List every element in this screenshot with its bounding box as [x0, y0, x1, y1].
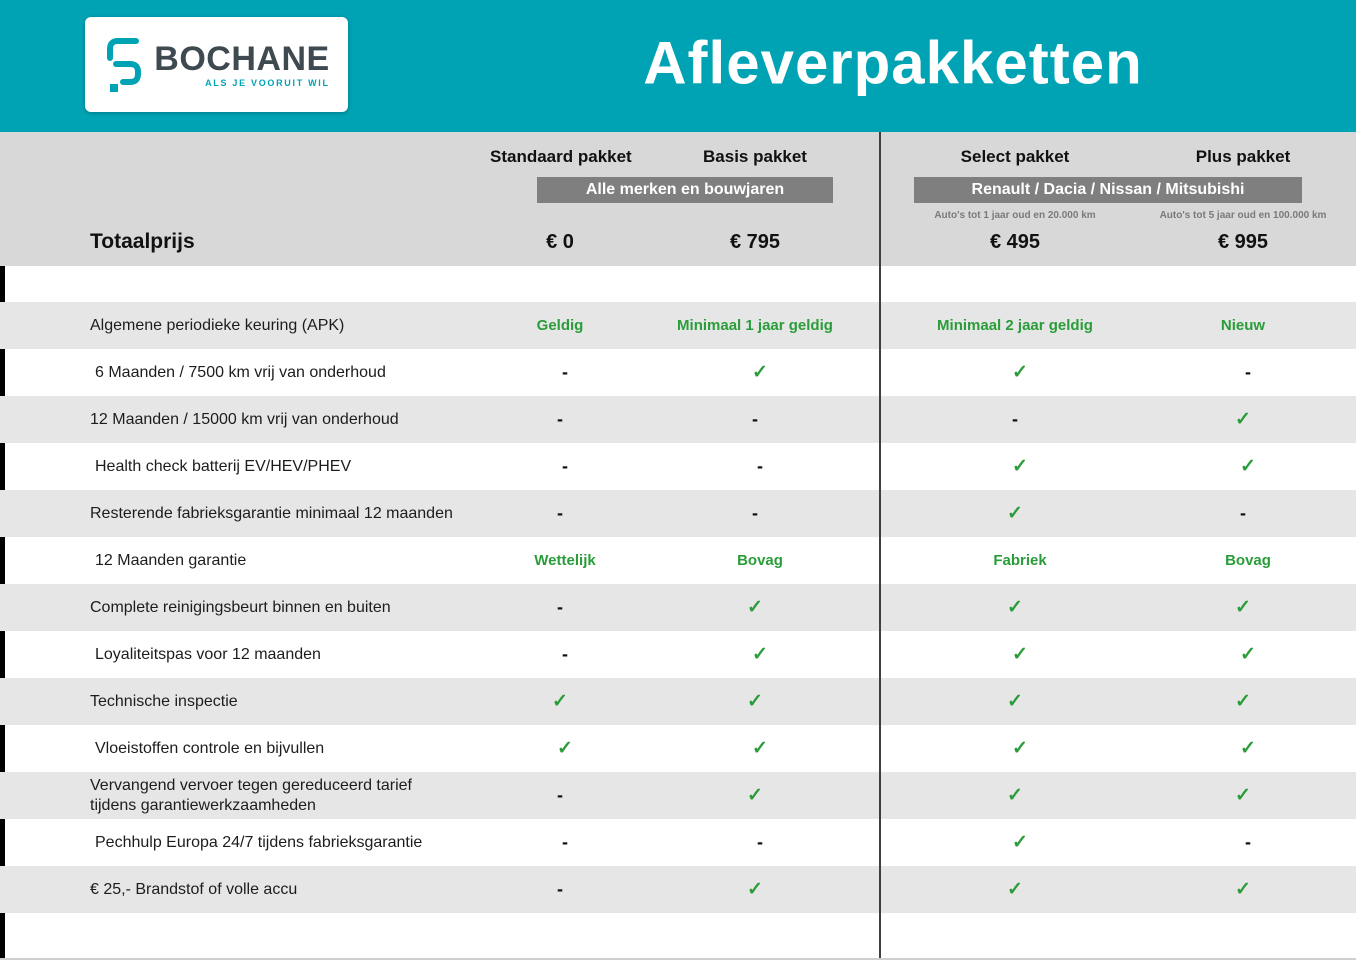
column-header-plus: Plus pakket	[1195, 147, 1291, 166]
check-icon: ✓	[747, 879, 763, 900]
check-icon: ✓	[1007, 691, 1023, 712]
dash-mark: -	[557, 785, 563, 805]
price-plus: € 995	[1217, 230, 1269, 253]
feature-row	[0, 772, 1356, 819]
value-text: Fabriek	[993, 552, 1047, 569]
check-icon: ✓	[1007, 785, 1023, 806]
check-icon: ✓	[1240, 738, 1256, 759]
feature-row	[0, 537, 1356, 584]
dash-mark: -	[562, 644, 568, 664]
value-text: Minimaal 2 jaar geldig	[937, 317, 1093, 334]
check-icon: ✓	[747, 785, 763, 806]
price-select: € 495	[989, 230, 1041, 253]
value-text: Nieuw	[1220, 317, 1266, 334]
note-plus-pakket: Auto's tot 5 jaar oud en 100.000 km	[1159, 210, 1327, 221]
check-icon: ✓	[1235, 691, 1251, 712]
value-text: Bovag	[737, 552, 783, 569]
feature-row	[0, 443, 1356, 490]
page-title: Afleverpakketten	[643, 29, 1143, 97]
check-icon: ✓	[1240, 644, 1256, 665]
feature-label: Health check batterij EV/HEV/PHEV	[95, 457, 352, 475]
check-icon: ✓	[1007, 503, 1023, 524]
price-basis: € 795	[729, 230, 781, 253]
bochane-logo	[85, 17, 348, 112]
spacer-row	[0, 266, 1356, 302]
check-icon: ✓	[1012, 644, 1028, 665]
feature-label: Pechhulp Europa 24/7 tijdens fabrieksgarantie	[95, 833, 423, 851]
dash-mark: -	[557, 879, 563, 899]
column-group-divider	[879, 132, 881, 958]
label-column-spacer	[0, 147, 490, 167]
dash-mark: -	[557, 503, 563, 523]
note-select-pakket: Auto's tot 1 jaar oud en 20.000 km	[934, 210, 1096, 221]
check-icon: ✓	[1240, 456, 1256, 477]
feature-row	[0, 349, 1356, 396]
check-icon: ✓	[1007, 597, 1023, 618]
feature-label: 12 Maanden garantie	[95, 551, 247, 569]
group-badges-row	[0, 177, 1356, 203]
check-icon: ✓	[752, 362, 768, 383]
feature-rows	[0, 302, 1356, 913]
value-text: Wettelijk	[534, 552, 596, 569]
dash-mark: -	[562, 832, 568, 852]
check-icon: ✓	[552, 691, 568, 712]
check-icon: ✓	[1007, 879, 1023, 900]
dash-mark: -	[1245, 832, 1251, 852]
dash-mark: -	[757, 456, 763, 476]
dash-mark: -	[557, 597, 563, 617]
dash-mark: -	[752, 409, 758, 429]
dash-mark: -	[752, 503, 758, 523]
feature-row	[0, 631, 1356, 678]
dash-mark: -	[1012, 409, 1018, 429]
feature-row	[0, 678, 1356, 725]
check-icon: ✓	[1235, 785, 1251, 806]
feature-label: 12 Maanden / 15000 km vrij van onderhoud	[90, 410, 399, 428]
bottom-row	[0, 913, 1356, 960]
check-icon: ✓	[1235, 879, 1251, 900]
check-icon: ✓	[557, 738, 573, 759]
group-badge-all-brands: Alle merken en bouwjaren	[537, 177, 833, 203]
value-text: Geldig	[536, 317, 584, 334]
group-badge-wrap-1	[490, 177, 880, 203]
price-row	[0, 230, 1356, 254]
check-icon: ✓	[1235, 597, 1251, 618]
check-icon: ✓	[752, 738, 768, 759]
column-header-select: Select pakket	[960, 147, 1070, 166]
feature-label: Technische inspectie	[90, 692, 238, 710]
group-badge-renault-group: Renault / Dacia / Nissan / Mitsubishi	[914, 177, 1302, 203]
check-icon: ✓	[1012, 832, 1028, 853]
check-icon: ✓	[752, 644, 768, 665]
bochane-logo-icon	[103, 36, 145, 94]
column-headers-row	[0, 147, 1356, 167]
feature-label: Vloeistoffen controle en bijvullen	[95, 739, 325, 757]
check-icon: ✓	[1012, 362, 1028, 383]
feature-label: Resterende fabrieksgarantie minimaal 12 maanden	[90, 504, 453, 522]
feature-row	[0, 302, 1356, 349]
dash-mark: -	[1240, 503, 1246, 523]
column-header-standaard: Standaard pakket	[490, 147, 632, 166]
feature-label: Loyaliteitspas voor 12 maanden	[95, 645, 321, 663]
feature-row	[0, 725, 1356, 772]
dash-mark: -	[562, 456, 568, 476]
price-standaard: € 0	[546, 230, 574, 253]
group-badge-wrap-2	[880, 177, 1336, 203]
feature-row	[0, 396, 1356, 443]
dash-mark: -	[557, 409, 563, 429]
feature-label: Algemene periodieke keuring (APK)	[90, 316, 345, 334]
feature-label: Vervangend vervoer tegen gereduceerd tarief tijdens garantiewerkzaamheden	[90, 776, 412, 814]
feature-row	[0, 490, 1356, 537]
price-row-label: Totaalprijs	[90, 230, 195, 253]
dash-mark: -	[562, 362, 568, 382]
feature-label: Complete reinigingsbeurt binnen en buiten	[90, 598, 391, 616]
feature-row	[0, 866, 1356, 913]
badge-spacer	[0, 177, 490, 203]
check-icon: ✓	[747, 691, 763, 712]
table-header	[0, 132, 1356, 266]
check-icon: ✓	[1235, 409, 1251, 430]
brand-tagline: ALS JE VOORUIT WIL	[205, 77, 330, 88]
feature-label: 6 Maanden / 7500 km vrij van onderhoud	[95, 363, 386, 381]
group-notes-row	[0, 210, 1356, 225]
check-icon: ✓	[1012, 456, 1028, 477]
feature-row	[0, 819, 1356, 866]
value-text: Minimaal 1 jaar geldig	[677, 317, 833, 334]
feature-row	[0, 584, 1356, 631]
dash-mark: -	[757, 832, 763, 852]
brand-name: BOCHANE	[154, 39, 330, 78]
check-icon: ✓	[747, 597, 763, 618]
column-header-basis: Basis pakket	[703, 147, 807, 166]
feature-label: € 25,- Brandstof of volle accu	[90, 880, 298, 898]
check-icon: ✓	[1012, 738, 1028, 759]
dash-mark: -	[1245, 362, 1251, 382]
header	[0, 0, 1356, 132]
value-text: Bovag	[1225, 552, 1271, 569]
logo-text	[154, 39, 330, 88]
